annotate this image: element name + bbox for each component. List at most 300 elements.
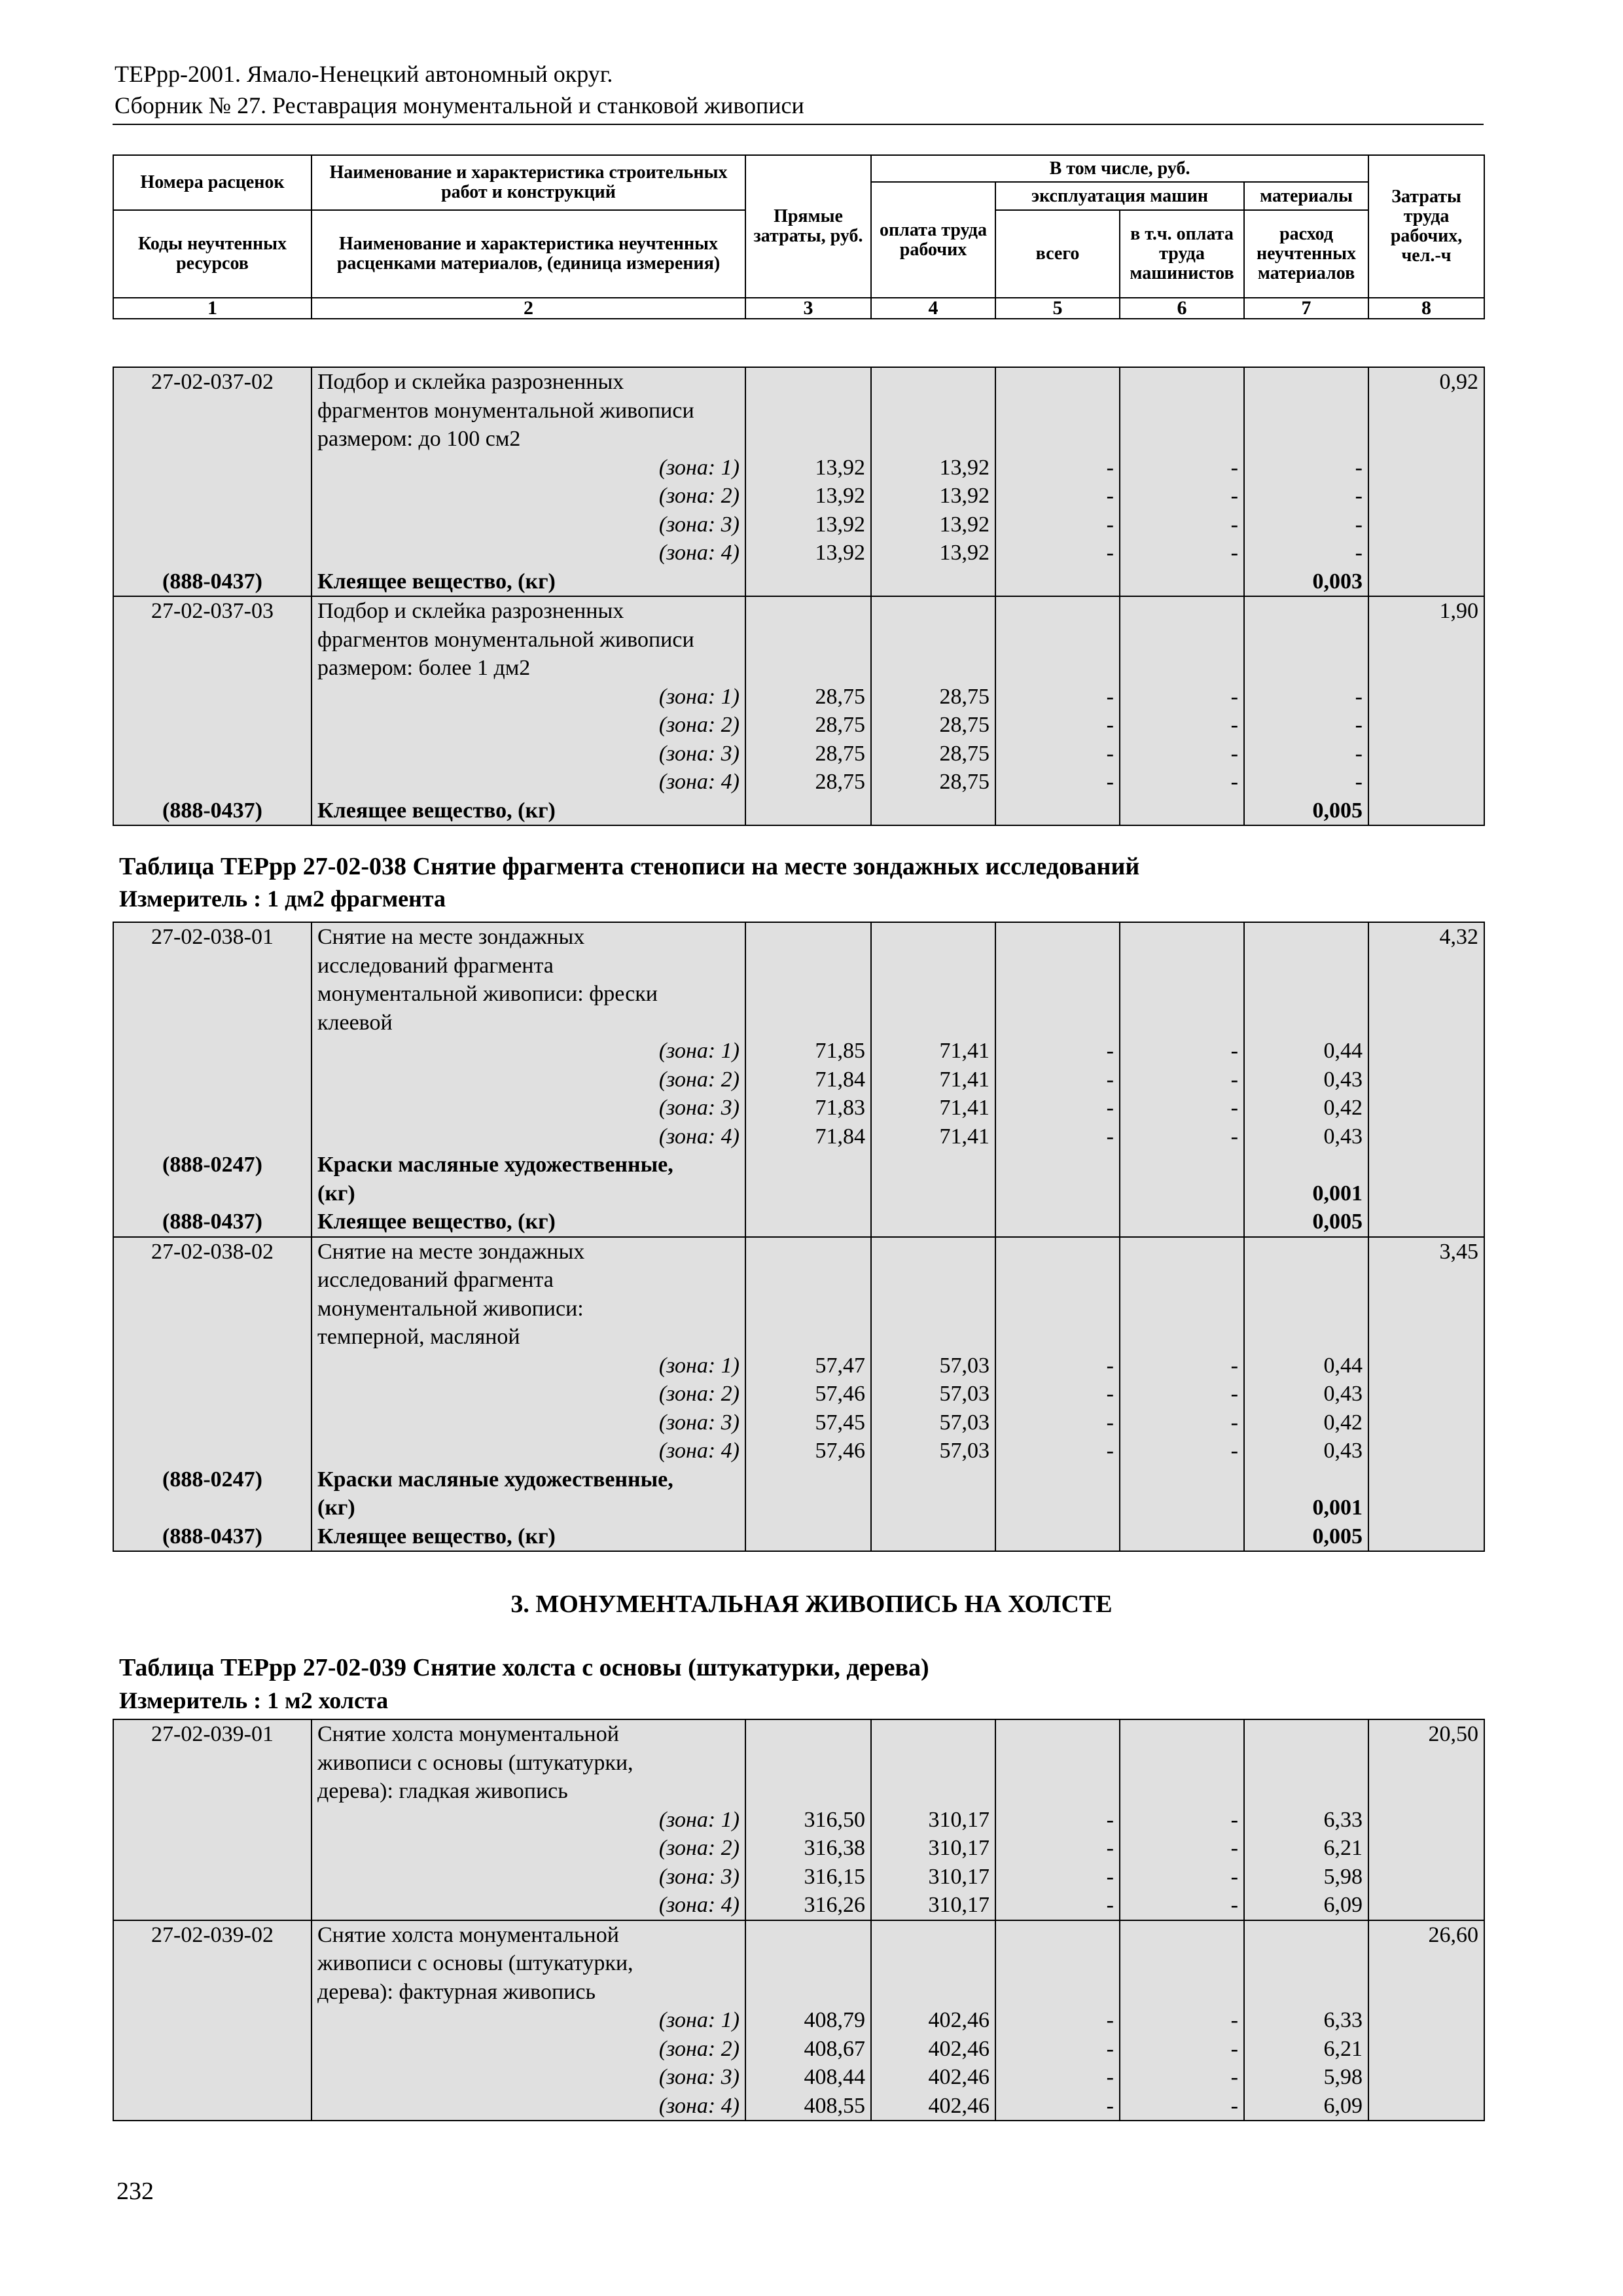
zone-label: (зона: 2) — [658, 1836, 740, 1860]
resource-quantity: 0,005 — [1312, 1210, 1363, 1234]
rate-description-cell — [312, 367, 745, 596]
spacer — [1001, 1777, 1114, 1806]
wage-value: 57,03 — [939, 1382, 990, 1406]
spacer — [1250, 1465, 1363, 1494]
hdr-machine-operation: эксплуатация машин — [995, 182, 1244, 210]
machinist-wage-value: - — [1230, 1439, 1238, 1463]
zone-label: (зона: 3) — [658, 1864, 740, 1889]
spacer — [119, 2063, 306, 2092]
spacer — [751, 368, 865, 397]
spacer — [119, 626, 306, 655]
wage-value: 310,17 — [928, 1893, 990, 1917]
spacer — [751, 397, 865, 425]
machinist-wage-value-cell — [1120, 1237, 1244, 1552]
wage-value-cell — [871, 1719, 995, 1920]
description-line: монументальной живописи: — [317, 1296, 584, 1321]
rate-record — [113, 922, 1484, 1237]
spacer — [877, 597, 990, 626]
resource-code: (888-0247) — [162, 1153, 262, 1177]
labor-cost-cell — [1368, 596, 1484, 825]
spacer — [877, 1978, 990, 2007]
zone-label: (зона: 3) — [658, 1410, 740, 1435]
rates-table-037 — [113, 367, 1485, 826]
spacer — [119, 1408, 306, 1437]
direct-cost-value: 71,83 — [815, 1096, 865, 1120]
labor-cost-cell — [1368, 1719, 1484, 1920]
spacer — [1250, 1949, 1363, 1978]
machinist-wage-value-cell — [1120, 596, 1244, 825]
spacer — [1126, 1323, 1238, 1352]
machine-total-value-cell — [995, 1719, 1120, 1920]
wage-value: 57,03 — [939, 1439, 990, 1463]
spacer — [119, 1834, 306, 1863]
machine-total-value: - — [1106, 2008, 1114, 2032]
direct-cost-value-cell — [745, 1719, 871, 1920]
zone-label: (зона: 2) — [658, 1382, 740, 1406]
material-value-cell — [1244, 1719, 1368, 1920]
wage-value: 28,75 — [939, 713, 990, 737]
direct-cost-value: 71,84 — [815, 1067, 865, 1092]
hdr-labor-costs: Затраты труда рабочих, чел.-ч — [1368, 155, 1484, 298]
resource-code: (888-0437) — [162, 1210, 262, 1234]
machinist-wage-value-cell — [1120, 367, 1244, 596]
rate-code: 27-02-039-02 — [151, 1922, 274, 1947]
material-value: 0,43 — [1323, 1382, 1363, 1406]
spacer — [119, 2035, 306, 2064]
spacer — [1001, 597, 1114, 626]
description-line: размером: до 100 см2 — [317, 427, 521, 451]
rate-description-cell — [312, 1719, 745, 1920]
labor-cost-value: 26,60 — [1428, 1922, 1478, 1947]
machine-total-value: - — [1106, 770, 1114, 794]
wage-value: 402,46 — [928, 2036, 990, 2061]
zone-label: (зона: 2) — [658, 713, 740, 737]
machine-total-value-cell — [995, 1237, 1120, 1552]
spacer — [119, 539, 306, 567]
description-line: фрагментов монументальной живописи — [317, 627, 694, 652]
material-value: 6,09 — [1323, 1893, 1363, 1917]
machinist-wage-value: - — [1230, 1382, 1238, 1406]
machine-total-value: - — [1106, 713, 1114, 737]
machinist-wage-value: - — [1230, 770, 1238, 794]
spacer — [1001, 425, 1114, 454]
spacer — [1250, 1921, 1363, 1950]
machine-total-value: - — [1106, 1353, 1114, 1378]
zone-label: (зона: 1) — [658, 455, 740, 480]
spacer — [1001, 1720, 1114, 1749]
running-header-line-1: ТЕРрр-2001. Ямало-Ненецкий автономный округ. — [115, 61, 613, 87]
machinist-wage-value: - — [1230, 541, 1238, 565]
wage-value: 13,92 — [939, 484, 990, 508]
spacer — [1126, 397, 1238, 425]
wage-value: 402,46 — [928, 2093, 990, 2118]
spacer — [751, 1266, 865, 1295]
hdr-num-8: 8 — [1368, 298, 1484, 319]
spacer — [1250, 1151, 1363, 1179]
machine-total-value: - — [1106, 2065, 1114, 2089]
machine-total-value: - — [1106, 512, 1114, 537]
machine-total-value: - — [1106, 1410, 1114, 1435]
zone-label: (зона: 4) — [658, 2093, 740, 2118]
spacer — [119, 511, 306, 539]
spacer — [119, 1863, 306, 1892]
description-line: Подбор и склейка разрозненных — [317, 599, 624, 623]
wage-value: 28,75 — [939, 770, 990, 794]
machine-total-value: - — [1106, 455, 1114, 480]
spacer — [877, 425, 990, 454]
direct-cost-value: 408,79 — [804, 2008, 865, 2032]
running-header-line-2: Сборник № 27. Реставрация монументальной и станковой живописи — [115, 92, 804, 118]
spacer — [119, 2092, 306, 2121]
zone-label: (зона: 1) — [658, 2008, 740, 2032]
rate-code-cell — [113, 922, 312, 1237]
spacer — [1126, 654, 1238, 683]
direct-cost-value: 57,46 — [815, 1382, 865, 1406]
wage-value: 57,03 — [939, 1353, 990, 1378]
spacer — [1001, 397, 1114, 425]
spacer — [119, 952, 306, 980]
header-rule — [113, 124, 1484, 125]
direct-cost-value: 13,92 — [815, 512, 865, 537]
spacer — [1001, 1921, 1114, 1950]
material-value-cell — [1244, 1920, 1368, 2121]
description-line: исследований фрагмента — [317, 953, 554, 978]
description-line: живописи с основы (штукатурки, — [317, 1951, 633, 1975]
rate-description-cell — [312, 596, 745, 825]
resource-code: (888-0437) — [162, 1524, 262, 1549]
spacer — [1250, 1720, 1363, 1749]
machine-total-value: - — [1106, 1836, 1114, 1860]
material-value-cell — [1244, 1237, 1368, 1552]
resource-name: (кг) — [317, 1181, 355, 1206]
machinist-wage-value: - — [1230, 2036, 1238, 2061]
zone-label: (зона: 4) — [658, 1893, 740, 1917]
spacer — [751, 654, 865, 683]
spacer — [877, 1295, 990, 1323]
spacer — [1126, 597, 1238, 626]
spacer — [751, 1323, 865, 1352]
wage-value-cell — [871, 367, 995, 596]
machinist-wage-value: - — [1230, 1124, 1238, 1149]
direct-cost-value: 408,55 — [804, 2093, 865, 2118]
machine-total-value-cell — [995, 922, 1120, 1237]
material-value: 5,98 — [1323, 2065, 1363, 2089]
machine-total-value: - — [1106, 1864, 1114, 1889]
material-value: - — [1355, 713, 1363, 737]
spacer — [877, 1720, 990, 1749]
spacer — [1001, 368, 1114, 397]
machinist-wage-value: - — [1230, 1039, 1238, 1063]
rates-table-039 — [113, 1719, 1485, 2121]
resource-code: (888-0437) — [162, 798, 262, 823]
material-value: - — [1355, 684, 1363, 709]
spacer — [877, 1949, 990, 1978]
spacer — [751, 1238, 865, 1266]
spacer — [1250, 1978, 1363, 2007]
hdr-num-5: 5 — [995, 298, 1120, 319]
spacer — [877, 1921, 990, 1950]
machinist-wage-value: - — [1230, 2008, 1238, 2032]
spacer — [119, 1891, 306, 1920]
machine-total-value: - — [1106, 684, 1114, 709]
spacer — [1250, 1749, 1363, 1778]
spacer — [1250, 597, 1363, 626]
machine-total-value: - — [1106, 741, 1114, 766]
spacer — [877, 1323, 990, 1352]
spacer — [119, 454, 306, 482]
direct-cost-value: 13,92 — [815, 484, 865, 508]
wage-value: 310,17 — [928, 1836, 990, 1860]
direct-cost-value-cell — [745, 367, 871, 596]
zone-label: (зона: 4) — [658, 770, 740, 794]
description-line: фрагментов монументальной живописи — [317, 398, 694, 423]
page-number: 232 — [116, 2178, 154, 2205]
rate-code-cell — [113, 596, 312, 825]
material-value: 0,44 — [1323, 1353, 1363, 1378]
spacer — [1126, 1921, 1238, 1950]
direct-cost-value-cell — [745, 922, 871, 1237]
wage-value-cell — [871, 596, 995, 825]
spacer — [119, 1009, 306, 1037]
wage-value-cell — [871, 1920, 995, 2121]
resource-code: (888-0437) — [162, 569, 262, 594]
spacer — [877, 952, 990, 980]
spacer — [119, 1978, 306, 2007]
machine-total-value-cell — [995, 1920, 1120, 2121]
hdr-work-name: Наименование и характеристика строительных работ и конструкций — [312, 155, 745, 210]
spacer — [119, 654, 306, 683]
direct-cost-value-cell — [745, 1237, 871, 1552]
direct-cost-value: 13,92 — [815, 455, 865, 480]
spacer — [877, 626, 990, 655]
spacer — [1250, 397, 1363, 425]
direct-cost-value: 408,67 — [804, 2036, 865, 2061]
spacer — [1126, 1295, 1238, 1323]
hdr-num-7: 7 — [1244, 298, 1368, 319]
wage-value: 402,46 — [928, 2008, 990, 2032]
rate-description-cell — [312, 1237, 745, 1552]
material-value: - — [1355, 541, 1363, 565]
description-line: Снятие холста монументальной — [317, 1722, 619, 1746]
spacer — [751, 1978, 865, 2007]
spacer — [119, 768, 306, 797]
spacer — [1126, 1238, 1238, 1266]
table-039-title: Таблица ТЕРрр 27-02-039 Снятие холста с основы (штукатурки, дерева) — [119, 1654, 929, 1681]
machine-total-value: - — [1106, 1382, 1114, 1406]
material-value: 6,21 — [1323, 1836, 1363, 1860]
section-3-heading: 3. МОНУМЕНТАЛЬНАЯ ЖИВОПИСЬ НА ХОЛСТЕ — [510, 1590, 1113, 1618]
wage-value: 310,17 — [928, 1864, 990, 1889]
direct-cost-value: 316,15 — [804, 1864, 865, 1889]
spacer — [877, 980, 990, 1009]
spacer — [119, 1806, 306, 1835]
spacer — [119, 1122, 306, 1151]
spacer — [119, 1494, 306, 1522]
wage-value: 13,92 — [939, 455, 990, 480]
description-line: дерева): гладкая живопись — [317, 1779, 568, 1803]
machine-total-value: - — [1106, 1893, 1114, 1917]
hdr-resource-codes: Коды неучтенных ресурсов — [113, 210, 312, 298]
spacer — [1250, 952, 1363, 980]
spacer — [751, 952, 865, 980]
machinist-wage-value-cell — [1120, 922, 1244, 1237]
spacer — [1126, 980, 1238, 1009]
spacer — [751, 1921, 865, 1950]
wage-value-cell — [871, 1237, 995, 1552]
zone-label: (зона: 4) — [658, 541, 740, 565]
wage-value: 57,03 — [939, 1410, 990, 1435]
zone-label: (зона: 1) — [658, 1807, 740, 1832]
wage-value: 13,92 — [939, 541, 990, 565]
spacer — [877, 1009, 990, 1037]
machinist-wage-value: - — [1230, 1096, 1238, 1120]
machinist-wage-value: - — [1230, 512, 1238, 537]
spacer — [877, 654, 990, 683]
description-line: размером: более 1 дм2 — [317, 656, 531, 680]
description-line: Подбор и склейка разрозненных — [317, 370, 624, 394]
resource-name: Клеящее вещество, (кг) — [317, 1210, 556, 1234]
description-line: дерева): фактурная живопись — [317, 1979, 596, 2004]
rate-description-cell — [312, 1920, 745, 2121]
spacer — [119, 1179, 306, 1208]
material-value-cell — [1244, 367, 1368, 596]
zone-label: (зона: 1) — [658, 1039, 740, 1063]
spacer — [751, 1009, 865, 1037]
direct-cost-value: 28,75 — [815, 741, 865, 766]
spacer — [877, 397, 990, 425]
spacer — [1001, 1295, 1114, 1323]
spacer — [1250, 1238, 1363, 1266]
spacer — [119, 1323, 306, 1352]
hdr-machine-total: всего — [995, 210, 1120, 298]
hdr-including: В том числе, руб. — [871, 155, 1368, 182]
spacer — [751, 626, 865, 655]
direct-cost-value-cell — [745, 1920, 871, 2121]
spacer — [119, 683, 306, 711]
spacer — [1001, 626, 1114, 655]
spacer — [1126, 1949, 1238, 1978]
spacer — [1001, 952, 1114, 980]
direct-cost-value: 316,26 — [804, 1893, 865, 1917]
spacer — [119, 711, 306, 740]
material-value: 0,42 — [1323, 1096, 1363, 1120]
hdr-materials: материалы — [1244, 182, 1368, 210]
rate-record — [113, 1920, 1484, 2121]
spacer — [751, 1749, 865, 1778]
wage-value: 71,41 — [939, 1067, 990, 1092]
column-header-table — [113, 154, 1485, 319]
spacer — [1001, 654, 1114, 683]
labor-cost-value: 0,92 — [1439, 370, 1478, 394]
hdr-unaccounted-materials: расход неучтенных материалов — [1244, 210, 1368, 298]
spacer — [1250, 1009, 1363, 1037]
rate-record — [113, 367, 1484, 596]
machine-total-value: - — [1106, 1039, 1114, 1063]
rate-code-cell — [113, 1719, 312, 1920]
machine-total-value-cell — [995, 367, 1120, 596]
spacer — [1001, 1978, 1114, 2007]
hdr-num-6: 6 — [1120, 298, 1244, 319]
spacer — [877, 1266, 990, 1295]
spacer — [119, 1066, 306, 1094]
table-038-measure: Измеритель : 1 дм2 фрагмента — [119, 886, 446, 912]
spacer — [1001, 923, 1114, 952]
rate-record — [113, 596, 1484, 825]
spacer — [1250, 368, 1363, 397]
spacer — [1250, 654, 1363, 683]
material-value: 0,43 — [1323, 1439, 1363, 1463]
spacer — [1001, 1238, 1114, 1266]
direct-cost-value: 13,92 — [815, 541, 865, 565]
labor-cost-cell — [1368, 367, 1484, 596]
spacer — [1250, 980, 1363, 1009]
table-039-measure: Измеритель : 1 м2 холста — [119, 1687, 389, 1713]
description-line: Снятие на месте зондажных — [317, 1239, 585, 1264]
spacer — [1250, 1266, 1363, 1295]
machinist-wage-value: - — [1230, 2093, 1238, 2118]
spacer — [1250, 626, 1363, 655]
labor-cost-value: 4,32 — [1439, 925, 1478, 949]
wage-value: 310,17 — [928, 1807, 990, 1832]
hdr-worker-wages: оплата труда рабочих — [871, 182, 995, 298]
material-value: - — [1355, 770, 1363, 794]
machinist-wage-value: - — [1230, 455, 1238, 480]
machinist-wage-value: - — [1230, 1864, 1238, 1889]
machinist-wage-value: - — [1230, 741, 1238, 766]
spacer — [751, 923, 865, 952]
spacer — [1126, 1749, 1238, 1778]
spacer — [751, 1295, 865, 1323]
spacer — [877, 368, 990, 397]
direct-cost-value: 316,38 — [804, 1836, 865, 1860]
spacer — [119, 2006, 306, 2035]
spacer — [119, 1266, 306, 1295]
material-value: 0,42 — [1323, 1410, 1363, 1435]
spacer — [1001, 1749, 1114, 1778]
machinist-wage-value: - — [1230, 1410, 1238, 1435]
resource-name: Краски масляные художественные, — [317, 1153, 673, 1177]
description-line: Снятие холста монументальной — [317, 1922, 619, 1947]
zone-label: (зона: 4) — [658, 1124, 740, 1149]
labor-cost-value: 1,90 — [1439, 599, 1478, 623]
resource-name: Клеящее вещество, (кг) — [317, 798, 556, 823]
material-value: 5,98 — [1323, 1864, 1363, 1889]
spacer — [1250, 425, 1363, 454]
machinist-wage-value: - — [1230, 684, 1238, 709]
direct-cost-value-cell — [745, 596, 871, 825]
rate-code: 27-02-037-02 — [151, 370, 274, 394]
machinist-wage-value: - — [1230, 1836, 1238, 1860]
material-value: - — [1355, 741, 1363, 766]
zone-label: (зона: 2) — [658, 2036, 740, 2061]
hdr-num-1: 1 — [113, 298, 312, 319]
description-line: исследований фрагмента — [317, 1268, 554, 1292]
hdr-direct-costs: Прямые затраты, руб. — [745, 155, 871, 298]
machinist-wage-value: - — [1230, 713, 1238, 737]
spacer — [119, 1380, 306, 1408]
material-value: 0,43 — [1323, 1124, 1363, 1149]
rate-code: 27-02-037-03 — [151, 599, 274, 623]
direct-cost-value: 71,84 — [815, 1124, 865, 1149]
spacer — [119, 1749, 306, 1778]
description-line: монументальной живописи: фрески — [317, 982, 658, 1006]
description-line: Снятие на месте зондажных — [317, 925, 585, 949]
spacer — [1001, 1266, 1114, 1295]
direct-cost-value: 57,45 — [815, 1410, 865, 1435]
machinist-wage-value: - — [1230, 1353, 1238, 1378]
labor-cost-cell — [1368, 1920, 1484, 2121]
spacer — [751, 597, 865, 626]
